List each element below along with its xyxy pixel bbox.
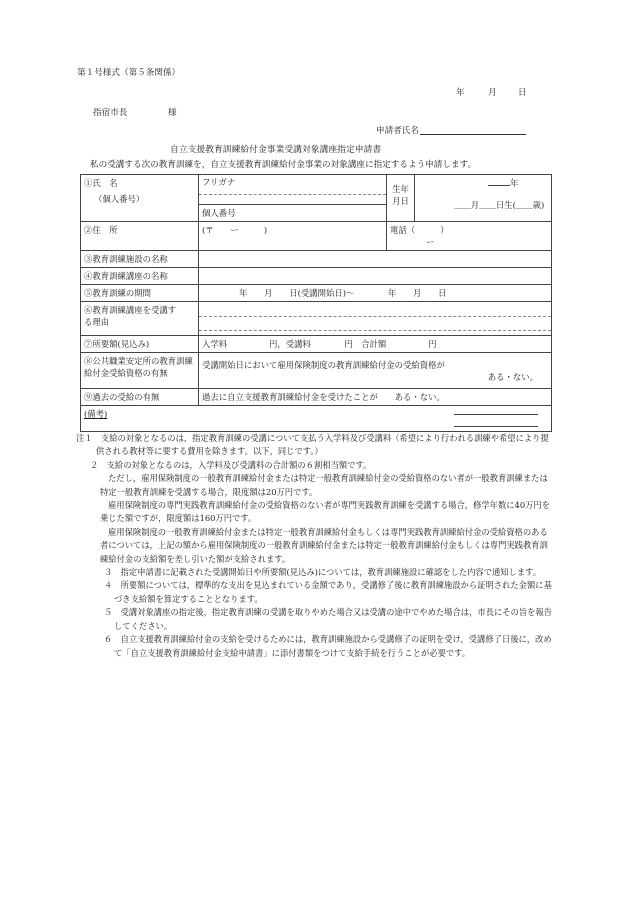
cost-label: ⑦所要額(見込み) xyxy=(81,336,199,353)
furigana-label: フリガナ xyxy=(202,177,236,187)
document-title: 自立支援教育訓練給付金事業受講対象講座指定申請書 xyxy=(170,145,382,155)
birth-year: 年 xyxy=(510,178,519,188)
name-label: ①氏 名 xyxy=(84,178,118,188)
reason-label-1: ⑥教育訓練講座を受講す xyxy=(84,305,177,315)
remarks-label: (備考) xyxy=(84,409,108,419)
notes-section xyxy=(76,432,554,660)
address-label: ②住 所 xyxy=(81,222,199,251)
id-label: （個人番号） xyxy=(94,194,145,204)
honorific: 様 xyxy=(168,108,177,118)
note-3: ３ 指定申請書に記載された受講開始日や所要額(見込み)については，教育訓練施設に確認をした内容で通知します。 xyxy=(104,567,542,578)
applicant-name-line xyxy=(420,124,526,135)
birth-label-cell xyxy=(387,175,415,222)
note-2-c: 雇用保険制度の一般教育訓練給付金または特定一般教育訓練給付金もしくは専門実践教育訓練給付金の受給資格のある者については，上記の額から雇用保険制度の一般教育訓練給付金または特定一般教育訓練給付金もしくは専門実践教育訓練給付金の支給額を差し引いた額が支給されます。 xyxy=(100,526,548,564)
my-number-field[interactable] xyxy=(199,204,386,221)
phone-label: 電話（ ） xyxy=(390,225,449,235)
name-row-label xyxy=(81,175,199,222)
eligibility-choice[interactable]: ある・ない。 xyxy=(487,372,538,382)
remarks-cell[interactable] xyxy=(81,406,552,432)
note-2-a: ただし，雇用保険制度の一般教育訓練給付金または特定一般教育訓練給付金の受給資格のない者が一般教育訓練または特定一般教育訓練を受講する場合，限度額は20万円です。 xyxy=(100,473,548,497)
note-5: ５ 受講対象講座の指定後，指定教育訓練の受講を取りやめた場合又は受講の途中でやめた場合は，市長にその旨を報告してください。 xyxy=(104,607,553,631)
facility-label: ③教育訓練施設の名称 xyxy=(81,251,199,268)
note-6: ６ 自立支援教育訓練給付金の支給を受けるためには，教育訓練施設から受講修了の証明を受け，受講修了日後に，改めて「自立支援教育訓練給付金支給申請書」に添付書類をつけて支給手続を行うことが必要です。 xyxy=(104,634,552,658)
eligibility-label: ⑧公共職業安定所の教育訓練給付金受給資格の有無 xyxy=(81,353,199,389)
postal-code: (〒 ー ) xyxy=(202,225,268,235)
course-field[interactable] xyxy=(199,268,552,285)
note-2-b: 雇用保険制度の専門実践教育訓練給付金の受給資格のない者が専門実践教育訓練を受講する場合，修学年数に40万円を乗じた額ですが，限度額は160万円です。 xyxy=(100,500,550,524)
applicant-name-label: 申請者氏名 xyxy=(376,126,419,136)
cost-field[interactable] xyxy=(199,336,552,353)
period-label: ⑤教育訓練の期間 xyxy=(81,285,199,302)
date-year: 年 xyxy=(456,88,465,98)
past-receipt-text: 過去に自立支援教育訓練給付金を受けたことが ある・ない。 xyxy=(202,392,445,402)
date-day: 日 xyxy=(518,88,527,98)
past-receipt-label: ⑨過去の受給の有無 xyxy=(81,389,199,406)
eligibility-cell[interactable] xyxy=(199,353,552,389)
application-form-table xyxy=(80,174,552,432)
furigana-field[interactable] xyxy=(199,175,386,195)
course-label: ④教育訓練講座の名称 xyxy=(81,268,199,285)
addressee: 指宿市長 xyxy=(93,108,128,118)
birth-month-day: 月＿＿日生(＿＿歳) xyxy=(470,200,545,210)
my-number-label: 個人番号 xyxy=(202,208,236,218)
facility-field[interactable] xyxy=(199,251,552,268)
birth-label-2: 月日 xyxy=(392,196,409,206)
cost-value: 入学料 円，受講料 円 合計額 円 xyxy=(202,339,437,349)
address-cell[interactable] xyxy=(199,222,387,251)
date-month: 月 xyxy=(488,88,497,98)
reason-field[interactable] xyxy=(199,302,552,336)
note-2: ２ 支給の対象となるのは，入学料及び受講料の合計額の６割相当額です。 xyxy=(90,459,372,470)
form-number: 第１号様式（第５条関係） xyxy=(77,68,181,78)
name-cell[interactable] xyxy=(199,175,387,222)
birth-label-1: 生年 xyxy=(392,184,409,194)
eligibility-text: 受講開始日において雇用保険制度の教育訓練給付金の受給資格が xyxy=(202,360,445,370)
intro-text: 私の受講する次の教育訓練を，自立支援教育訓練給付金事業の対象講座に指定するよう申請します。 xyxy=(90,160,477,170)
period-field[interactable] xyxy=(199,285,552,302)
reason-label-2: る理由 xyxy=(84,317,110,327)
phone-cell[interactable] xyxy=(387,222,552,251)
period-value: 年 月 日(受講開始日)～ 年 月 日 xyxy=(239,288,447,298)
phone-dash: ー xyxy=(426,237,435,247)
note-4: ４ 所要額については，標準的な支出を見込まれている金額であり，受講修了後に教育訓練施設から証明された金額に基づき支給額を算定することとなります。 xyxy=(104,580,552,604)
past-receipt-field[interactable] xyxy=(199,389,552,406)
birth-date-cell[interactable]: 年 ＿＿月＿＿日生(＿＿歳) xyxy=(415,175,552,222)
note-1: 注１ 支給の対象となるのは，指定教育訓練の受講について支払う入学料及び受講料（希望により行われる訓練や希望により提供される教材等に要する費用を除きます。以下，同じです。） xyxy=(76,433,549,457)
reason-label-cell xyxy=(81,302,199,336)
